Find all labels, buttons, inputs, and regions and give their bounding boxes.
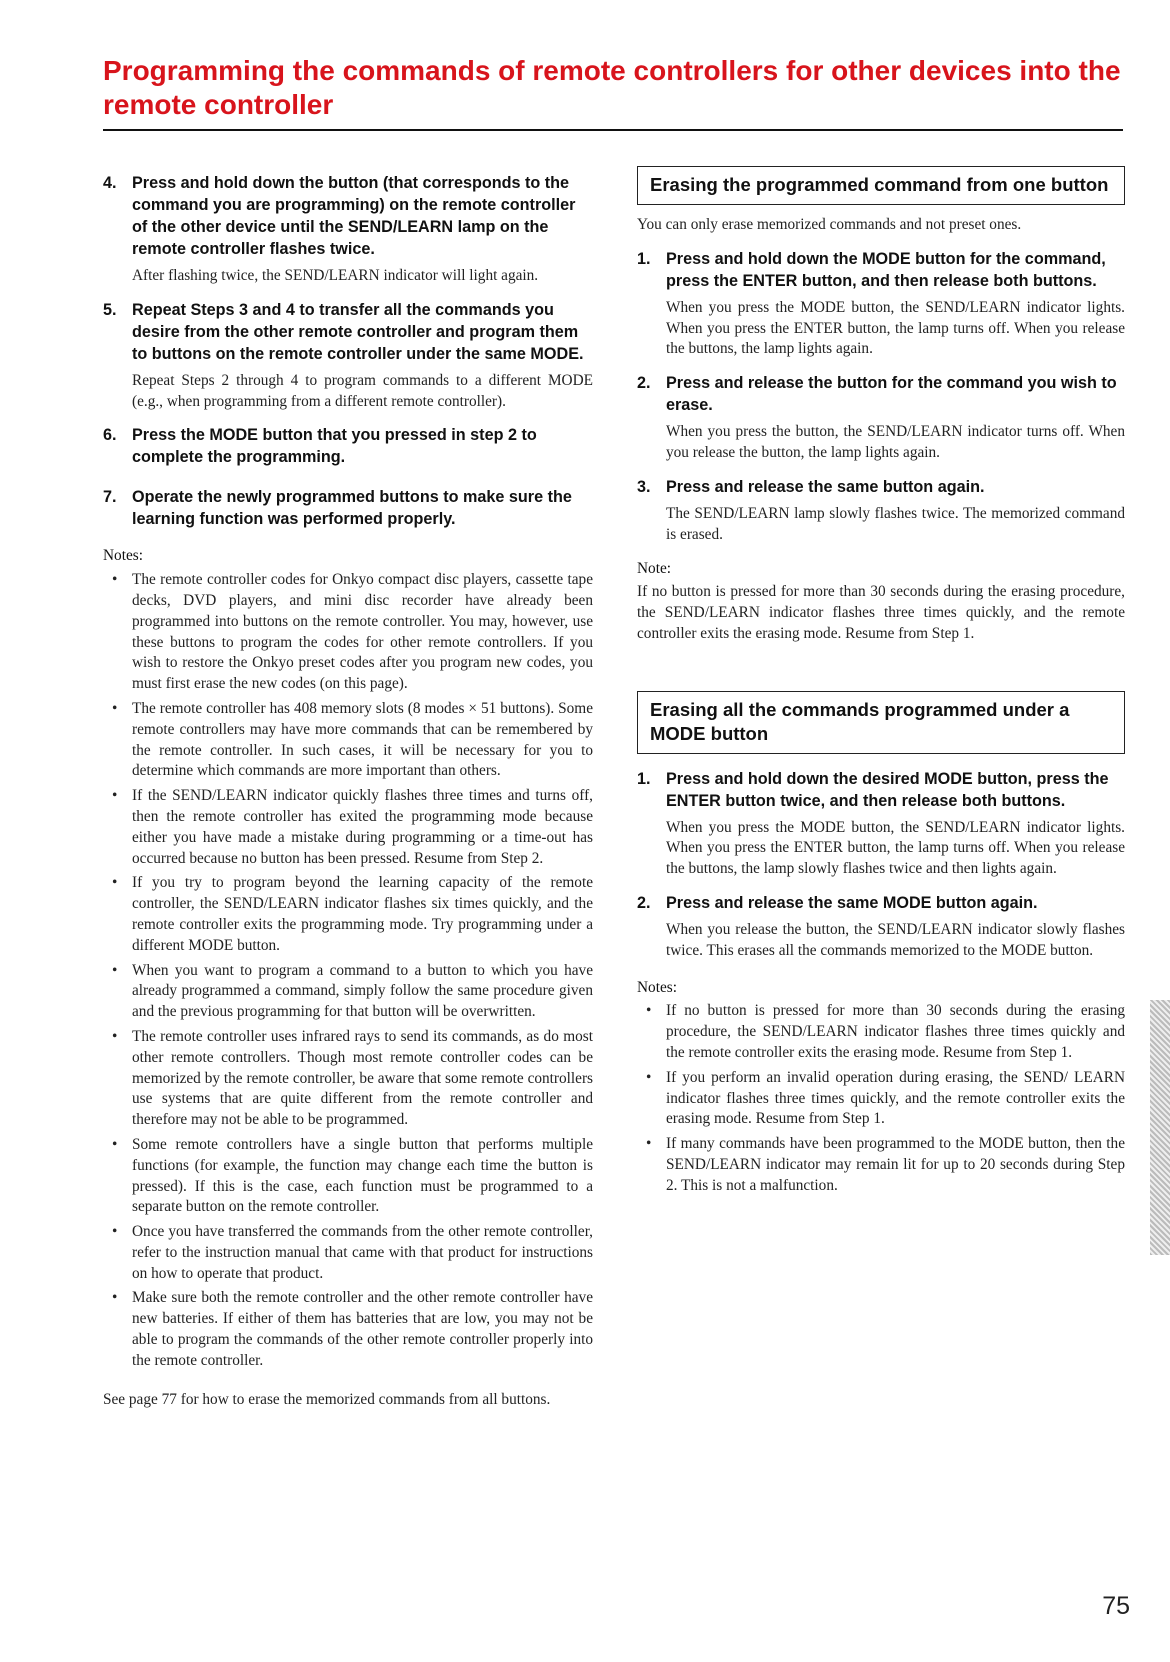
notes-list xyxy=(103,570,593,1371)
step-heading: Repeat Steps 3 and 4 to transfer all the commands you desire from the other remote controller and program them to buttons on the remote controller under the same MODE. xyxy=(132,300,584,363)
notes-list xyxy=(637,1001,1125,1196)
step-body: When you press the MODE button, the SEND/LEARN indicator lights. When you press the ENTER button, the lamp turns off. When you release the buttons, the lamp lights again. xyxy=(666,298,1125,358)
erase-one-step-2 xyxy=(637,372,1125,464)
step-5 xyxy=(103,299,593,413)
note-item: • If many commands have been programmed to the MODE button, then the SEND/LEARN indicator may remain lit for up to 20 seconds during Step 2. This is not a malfunction. xyxy=(637,1134,1125,1196)
step-number: 3. xyxy=(637,477,651,496)
step-heading: Press and release the same MODE button again. xyxy=(666,893,1038,912)
step-number: 1. xyxy=(637,769,651,788)
footer-reference: See page 77 for how to erase the memorized commands from all buttons. xyxy=(103,1390,551,1408)
step-heading: Press the MODE button that you pressed in step 2 to complete the programming. xyxy=(132,426,537,467)
title-divider xyxy=(103,129,1123,131)
side-index-tab xyxy=(1150,1000,1170,1255)
section-intro: You can only erase memorized commands and not preset ones. xyxy=(637,216,1022,233)
note-item: • Make sure both the remote controller and the other remote controller have new batteries. If either of them has batteries that are low, you may not be able to program the commands of the other remote controller properly into the remote controller. xyxy=(103,1288,593,1371)
page-title: Programming the commands of remote controllers for other devices into the remote controller xyxy=(103,55,1121,120)
notes-label: Notes: xyxy=(637,978,677,996)
step-heading: Press and hold down the desired MODE button, press the ENTER button twice, and then release both buttons. xyxy=(666,769,1109,810)
step-number: 6. xyxy=(103,426,117,445)
note-label: Note: xyxy=(637,560,671,578)
note-item: • The remote controller codes for Onkyo compact disc players, cassette tape decks, DVD players, and mini disc recorder have already been programmed into buttons on the remote controller. You may, however, use these buttons to program the codes for other remote controllers. If you wish to restore the Onkyo preset codes after you program new codes, you must first erase the new codes (on this page). xyxy=(103,570,593,695)
notes-label: Notes: xyxy=(103,547,143,565)
left-column xyxy=(103,172,593,1410)
erase-one-step-1 xyxy=(637,248,1125,360)
note-item: • Once you have transferred the commands from the other remote controller, refer to the instruction manual that came with that product for instructions on how to operate that product. xyxy=(103,1222,593,1284)
note-item: • If you perform an invalid operation during erasing, the SEND/ LEARN indicator flashes three times quickly, and the remote controller exits the erasing mode. Resume from Step 1. xyxy=(637,1068,1125,1130)
right-column xyxy=(637,166,1125,1201)
step-number: 2. xyxy=(637,374,651,393)
note-item: • If the SEND/LEARN indicator quickly flashes three times and turns off, then the remote controller has exited the programming mode because either you have made a mistake during programming or a time-out has occurred because no button has been pressed. Resume from Step 2. xyxy=(103,786,593,869)
step-body: Repeat Steps 2 through 4 to program commands to a different MODE (e.g., when programming from a different remote controller). xyxy=(132,371,593,410)
step-7 xyxy=(103,486,593,530)
step-heading: Press and release the button for the command you wish to erase. xyxy=(666,374,1117,415)
step-4 xyxy=(103,172,593,287)
step-number: 4. xyxy=(103,174,117,192)
note-item: • Some remote controllers have a single button that performs multiple functions (for example, the function may change each time the button is pressed). If this is the case, each function must be programmed to a separate button on the remote controller. xyxy=(103,1135,593,1218)
step-body: After flashing twice, the SEND/LEARN indicator will light again. xyxy=(132,267,539,284)
note-text: If no button is pressed for more than 30 seconds during the erasing procedure, the SEND/LEARN indicator flashes three times quickly, and the remote controller exits the erasing mode. Resume from Step 1. xyxy=(637,583,1125,642)
note-item: • The remote controller uses infrared rays to send its commands, as do most other remote controllers. Though most remote controller codes can be memorized by the remote controller, be aware that some remote controllers use systems that are quite different from the remote controller and therefore may not be able to be programmed. xyxy=(103,1027,593,1131)
step-heading: Press and release the same button again. xyxy=(666,477,985,496)
step-number: 7. xyxy=(103,488,117,507)
erase-all-step-1 xyxy=(637,768,1125,880)
section-heading-erase-all: Erasing all the commands programmed under a MODE button xyxy=(637,691,1125,754)
erase-all-step-2 xyxy=(637,892,1125,962)
step-number: 1. xyxy=(637,249,651,268)
step-number: 5. xyxy=(103,300,117,319)
note-item: • When you want to program a command to a button to which you have already programmed a command, simply follow the same procedure given and the previous programming for that button will be overwritten. xyxy=(103,961,593,1023)
step-body: When you release the button, the SEND/LEARN indicator slowly flashes twice. This erases all the commands memorized to the MODE button. xyxy=(666,920,1125,959)
step-heading: Press and hold down the MODE button for the command, press the ENTER button, and then release both buttons. xyxy=(666,249,1106,290)
erase-one-step-3 xyxy=(637,476,1125,546)
step-body: The SEND/LEARN lamp slowly flashes twice. The memorized command is erased. xyxy=(666,504,1125,543)
step-heading: Operate the newly programmed buttons to make sure the learning function was performed properly. xyxy=(132,488,572,529)
step-body: When you press the button, the SEND/LEARN indicator turns off. When you release the button, the lamp lights again. xyxy=(666,423,1125,461)
step-body: When you press the MODE button, the SEND/LEARN indicator lights. When you press the ENTER button, the lamp turns off. When you release the buttons, the lamp slowly flashes twice and then lights again. xyxy=(666,818,1125,878)
step-heading: Press and hold down the button (that corresponds to the command you are programming) on the remote controller of the other device until the SEND/LEARN lamp on the remote controller flashes twice. xyxy=(132,174,576,258)
step-6 xyxy=(103,424,593,468)
page-number: 75 xyxy=(1102,1592,1130,1620)
note-item: • The remote controller has 408 memory slots (8 modes × 51 buttons). Some remote controllers may have more commands that can be remembered by the remote controller. In such cases, it will be necessary for you to determine which commands are more important than others. xyxy=(103,699,593,782)
section-heading-erase-one: Erasing the programmed command from one button xyxy=(637,166,1125,205)
note-item: • If you try to program beyond the learning capacity of the remote controller, the SEND/LEARN indicator flashes six times quickly, and the remote controller exits the programming mode. Try programming under a different MODE button. xyxy=(103,873,593,956)
note-item: • If no button is pressed for more than 30 seconds during the erasing procedure, the SEND/LEARN indicator flashes three times quickly and the remote controller exits the erasing mode. Resume from Step 1. xyxy=(637,1001,1125,1063)
step-number: 2. xyxy=(637,893,651,912)
